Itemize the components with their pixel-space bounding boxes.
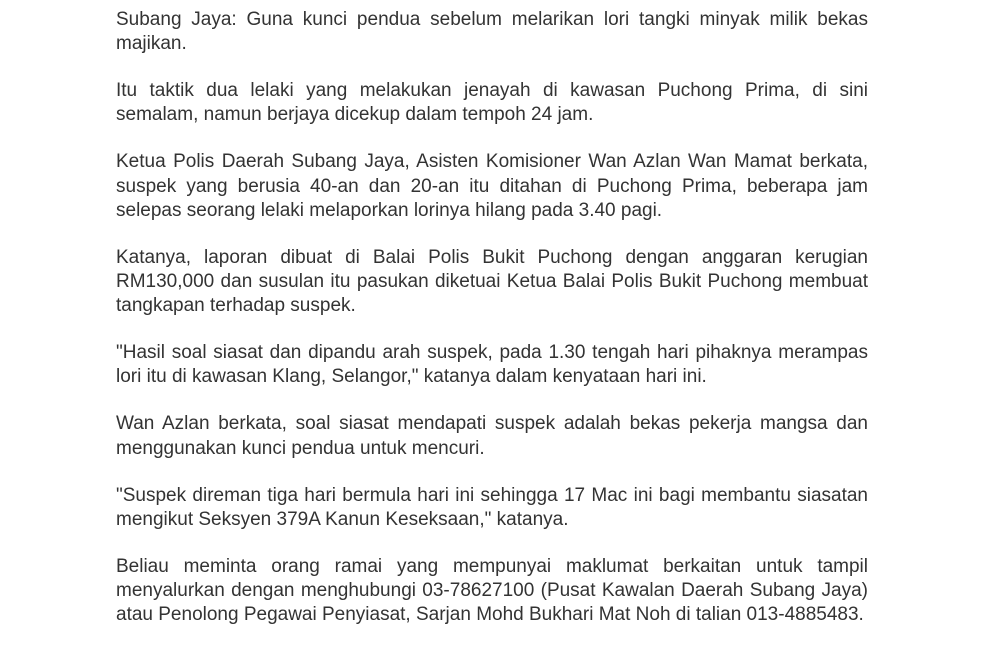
article-paragraph-contact: Beliau meminta orang ramai yang mempunyai maklumat berkaitan untuk tampil menyalurkan dengan menghubungi 03-78627100 (Pusat Kawalan Daerah Subang Jaya) atau Penolong Pegawai Penyiasat, Sarjan Mohd Bukhari Mat Noh di talian 013-4885483. xyxy=(116,555,868,626)
article-body xyxy=(116,8,868,627)
article-paragraph: Itu taktik dua lelaki yang melakukan jenayah di kawasan Puchong Prima, di sini semalam, namun berjaya dicekup dalam tempoh 24 jam. xyxy=(116,80,868,126)
article-paragraph: Katanya, laporan dibuat di Balai Polis Bukit Puchong dengan anggaran kerugian RM130,000 dan susulan itu pasukan diketuai Ketua Balai Polis Bukit Puchong membuat tangkapan terhadap suspek. xyxy=(116,246,868,317)
article-paragraph-quote: "Hasil soal siasat dan dipandu arah suspek, pada 1.30 tengah hari pihaknya merampas lori itu di kawasan Klang, Selangor," katanya dalam kenyataan hari ini. xyxy=(116,342,868,388)
article-paragraph-quote: "Suspek direman tiga hari bermula hari ini sehingga 17 Mac ini bagi membantu siasatan mengikut Seksyen 379A Kanun Keseksaan," katanya. xyxy=(116,484,868,530)
article-paragraph: Wan Azlan berkata, soal siasat mendapati suspek adalah bekas pekerja mangsa dan menggunakan kunci pendua untuk mencuri. xyxy=(116,413,868,459)
article-paragraph-lead: Subang Jaya: Guna kunci pendua sebelum melarikan lori tangki minyak milik bekas majikan. xyxy=(116,9,868,55)
article-paragraph: Ketua Polis Daerah Subang Jaya, Asisten Komisioner Wan Azlan Wan Mamat berkata, suspek yang berusia 40-an dan 20-an itu ditahan di Puchong Prima, beberapa jam selepas seorang lelaki melaporkan lorinya hilang pada 3.40 pagi. xyxy=(116,151,868,221)
